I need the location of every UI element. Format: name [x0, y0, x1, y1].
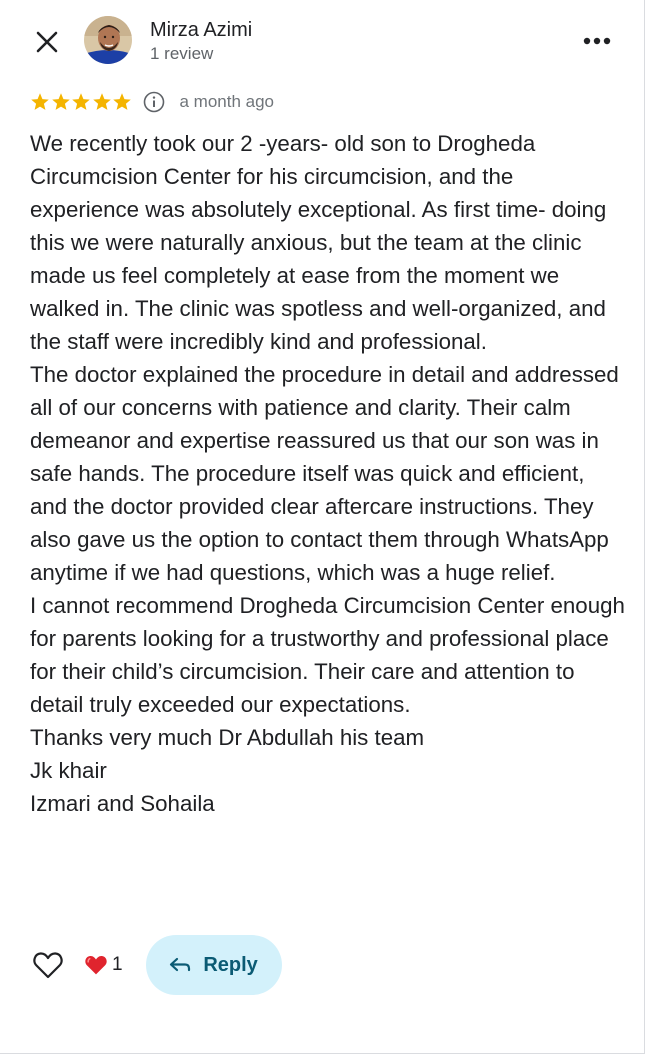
red-heart-icon	[84, 954, 108, 976]
star-icon	[30, 92, 50, 112]
reaction-count: 1	[112, 954, 123, 975]
rating-row	[30, 89, 274, 115]
info-icon	[143, 91, 165, 113]
reply-label: Reply	[203, 953, 258, 976]
star-icon	[92, 92, 112, 112]
star-icon	[51, 92, 71, 112]
review-actions	[30, 934, 282, 996]
review-date: a month ago	[179, 92, 275, 111]
avatar[interactable]	[84, 16, 132, 64]
star-rating	[30, 92, 133, 112]
close-icon	[36, 31, 58, 53]
info-button[interactable]	[142, 90, 166, 114]
star-icon	[71, 92, 91, 112]
close-button[interactable]	[30, 25, 64, 59]
like-button[interactable]	[30, 947, 66, 983]
review-count: 1 review	[150, 44, 214, 63]
author-name[interactable]: Mirza Azimi	[150, 19, 253, 41]
reaction-summary[interactable]	[84, 954, 123, 976]
review-text: We recently took our 2 -years- old son to Drogheda Circumcision Center for his circumcision, and the experience was absolutely exceptional. As first time- doing this we were naturally anxious, but the team at the clinic made us feel completely at ease from the moment we walked in. The clinic was spotless and well-organized, and the staff were incredibly kind and professional. The doctor explained the procedure in detail and addressed all of our concerns with patience and clarity. Their calm demeanor and expertise reassured us that our son was in safe hands. The procedure itself was quick and efficient, and the doctor provided clear aftercare instructions. They also gave us the option to contact them through WhatsApp anytime if we had questions, which was a huge relief. I cannot recommend Drogheda Circumcision Center enough for parents looking for a trustworthy and professional place for their child’s circumcision. Their care and attention to detail truly exceeded our expectations. Thanks very much Dr Abdullah his team Jk khair Izmari and Sohaila	[30, 131, 625, 816]
reply-arrow-icon	[169, 957, 191, 973]
more-horizontal-icon	[583, 37, 611, 45]
star-icon	[112, 92, 132, 112]
reply-button[interactable]	[146, 935, 282, 995]
heart-outline-icon	[33, 951, 63, 979]
more-options-button[interactable]	[578, 26, 616, 56]
